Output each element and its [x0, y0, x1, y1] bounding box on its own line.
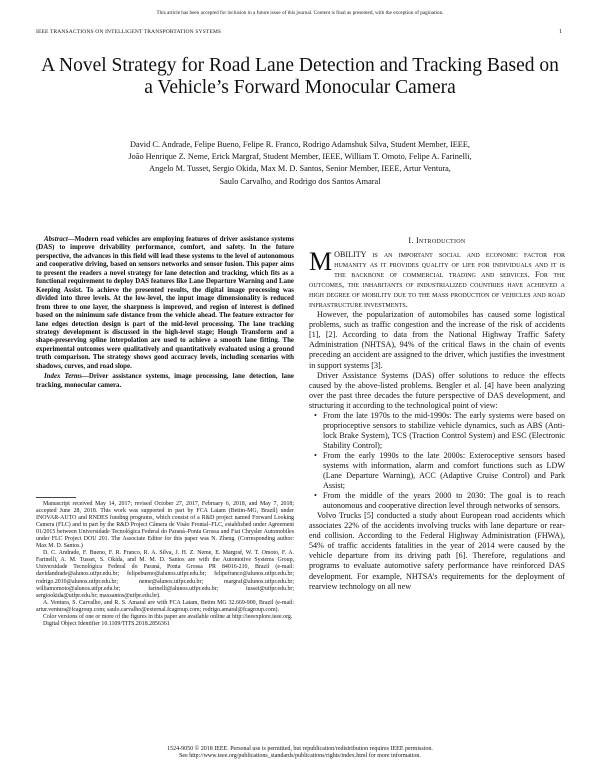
abstract-label: Abstract: [44, 236, 68, 243]
paper-title: A Novel Strategy for Road Lane Detection and Tracking Based on a Vehicle’s Forward Monocular Camera: [41, 55, 559, 98]
intro-paragraph-3: Driver Assistance Systems (DAS) offer solutions to reduce the effects caused by the above-listed problems. Bengler et al. [4] have been analyzing over the past three decades the future perspective of DAS development, and structuring it according to the technological point of view:: [309, 370, 565, 410]
footnote-paragraph: Manuscript received May 14, 2017; revised October 27, 2017, February 6, 2018, and May 7, 2018; accepted June 28, 2018. This work was supported in part by FCA Latam (Betim-MG, Brazil) under INOVAR-AUTO and RNDES funding programs, which consist of a R&D project named Forward Looking Camera (FLC) and in part by the R&D Project Câmera de Visão Frontal–FLC, established under Agreement 01/2015 between Universidade Tecnológica Federal do Paraná–Ponta Grossa and Fiat Chrysler Automobiles under FLC Project DOU 201. The Associate Editor for this paper was N. Zheng. (Corresponding author: Max M. D. Santos.): [36, 501, 294, 550]
list-item: • From the early 1990s to the late 2000s: Exteroceptive sensors based systems with information, alarm and comfort functions such as LDW (Lane Departure Warning), ACC (Adaptive Cruise Control) and Park Assist;: [323, 451, 565, 491]
author-line-4: Saulo Carvalho, and Rodrigo dos Santos Amaral: [219, 176, 381, 186]
page-number: 1: [559, 29, 562, 35]
copyright-footer: [0, 746, 600, 761]
author-line-1: David C. Andrade, Felipe Bueno, Felipe R. Franco, Rodrigo Adamshuk Silva, Student Member, IEEE,: [129, 140, 471, 149]
footnote: [36, 501, 294, 628]
index-terms-label: Index Terms: [44, 373, 82, 381]
footnote-divider: [36, 497, 76, 498]
acceptance-notice: This article has been accepted for inclusion in a future issue of this journal. Content is final as presented, with the exception of pagination.: [156, 10, 444, 16]
intro-paragraph-1: OBILITY is an important social and economic factor for humanity as it provides quality of life for individuals and it is the backbone of commercial trading and services. For the outcomes, the inhabitants of industrialized countries have achieved a high degree of mobility due to the mass production of vehicles and road infrastructure investments.: [309, 250, 565, 310]
author-list: [40, 139, 560, 188]
author-line-2: João Henrique Z. Neme, Erick Margraf, Student Member, IEEE, William T. Omoto, Felipe A. Farinelli,: [128, 152, 472, 162]
intro-paragraph-4: Volvo Trucks [5] conducted a study about European road accidents which associates 22% of the accidents involving trucks with lane departure or rear-end collision. According to the Federal Highway Administration (FHWA), 54% of traffic accidents fatalities in the year of 2014 were caused by the vehicle departure from its driving path [6]. Therefore, regulations and programs to evaluate automotive safety performance have reinforced DAS development. For example, NHTSA’s requirements for the deployment of rearview technology on all new: [309, 511, 565, 591]
index-terms-text: Driver assistance systems, image processing, lane detection, lane tracking, monocular camera.: [36, 373, 294, 389]
abstract: Abstract—Modern road vehicles are employing features of driver assistance systems (DAS) to improve drivability performance, comfort, and safety. In the future perspective, the advances in this field will lead these systems to the level of autonomous and cooperative driving, based on sensors networks and sensor fusion. This paper aims to present the readers a novel strategy for lane detection and tracking, which fits as a functional requirement to deploy DAS features like Lane Departure Warning and Lane Keeping Assist. To achieve the presented results, the digital image processing was divided into three levels. At the low-level, the input image dimensionality is reduced from three to one layer, the sharpness is improved, and region of interest is defined based on the minimum safe distance from the vehicle ahead. The feature extractor for lane edges detection design is part of the mid-level processing. The lane tracking strategy development is discussed in the high-level stage; Hough Transform and a shape-preserving spline interpolation are used to achieve a smooth lane fitting. The experimental outcomes were qualitatively and quantitatively evaluated using a ground truth comparison. The strategy shows good accuracy levels, including scenarios with shadows, curves, and road slope. Index Terms—Driver assistance systems, image processing, lane detection, lane tracking, monocular camera.: [36, 236, 294, 389]
list-item: • From the late 1970s to the mid-1990s: The early systems were based on proprioceptive sensors to stabilize vehicle dynamics, such as ABS (Anti-lock Brake System), TCS (Traction Control System) and ESC (Electronic Stability Control);: [323, 411, 565, 451]
footnote-paragraph: A. Ventura, S. Carvalho, and R. S. Amaral are with FCA Latam, Betim MG 32.669-900, Brazil (e-mail: artur.ventura@fcagroup.com; saulo.carvalho@external.fcagroup.com; rodrigo.amaral@fcagroup.com).: [36, 599, 294, 613]
abstract-text: Modern road vehicles are employing features of driver assistance systems (DAS) to improve drivability performance, comfort, and safety. In the future perspective, the advances in this field will lead these systems to the level of autonomous and cooperative driving, based on sensors networks and sensor fusion. This paper aims to present the readers a novel strategy for lane detection and tracking, which fits as a functional requirement to deploy DAS features like Lane Departure Warning and Lane Keeping Assist. To achieve the presented results, the digital image processing was divided into three levels. At the low-level, the input image dimensionality is reduced from three to one layer, the sharpness is improved, and region of interest is defined based on the minimum safe distance from the vehicle ahead. The feature extractor for lane edges detection design is part of the mid-level processing. The lane tracking strategy development is discussed in the high-level stage; Hough Transform and a shape-preserving spline interpolation are used to achieve a smooth lane fitting. The experimental outcomes were qualitatively and quantitatively evaluated using a ground truth comparison. The strategy shows good accuracy levels, including scenarios with shadows, curves, and road slope.: [36, 236, 294, 370]
timeline-list: [309, 411, 565, 511]
running-head: IEEE TRANSACTIONS ON INTELLIGENT TRANSPORTATION SYSTEMS: [36, 29, 222, 35]
footnote-paragraph: D. C. Andrade, F. Bueno, F. R. Franco, R. A. Silva, J. H. Z. Neme, E. Margraf, W. T. Omoto, F. A. Farinelli, A. M. Tusset, S. Okida, and M. M. D. Santos are with the Automotive Systems Group, Universidade Tecnológica Federal do Paraná, Ponta Grossa PR 84016-210, Brazil (e-mail: davidandrade@alunos.utfpr.edu.br; felipebueno@alunos.utfpr.edu.br; felipefranco@alunos.utfpr.edu.br; rodrigo.2010@alunos.utfpr.edu.br; neme@alunos.utfpr.edu.br; margraf@alunos.utfpr.edu.br; williamomoto@alunos.utfpr.edu.br; farinelli@alunos.utfpr.edu.br; tusset@utfpr.edu.br; sergiookida@utfpr.edu.br; maxsantos@utfpr.edu.br).: [36, 550, 294, 599]
footnote-paragraph: Color versions of one or more of the figures in this paper are available online at http://ieeexplore.ieee.org.: [43, 613, 293, 620]
author-line-3: Angelo M. Tusset, Sergio Okida, Max M. D. Santos, Senior Member, IEEE, Artur Ventura,: [149, 164, 451, 174]
footnote-paragraph: Digital Object Identifier 10.1109/TITS.2018.2856361: [43, 620, 170, 627]
introduction-body: [309, 247, 565, 592]
section-heading: I. Introduction: [408, 236, 466, 245]
list-item: • From the middle of the years 2000 to 2030: The goal is to reach autonomous and cooperative direction level through networks of sensors.: [323, 491, 565, 511]
copyright-line: 1524-9050 © 2018 IEEE. Personal use is permitted, but republication/redistribution requires IEEE permission.: [167, 746, 433, 752]
intro-paragraph-2: However, the popularization of automobiles has caused some logistical problems, such as traffic congestion and the increase of the risk of accidents [1], [2]. According to data from the National Highway Traffic Safety Administration (NHTSA), 94% of the critical flaws in the chain of events preceding an accident are assigned to the driver, which justifies the investment in support systems [3].: [309, 310, 565, 370]
rights-link-line: See http://www.ieee.org/publications_standards/publications/rights/index.html for more information.: [179, 753, 421, 760]
drop-cap: M: [309, 247, 333, 276]
